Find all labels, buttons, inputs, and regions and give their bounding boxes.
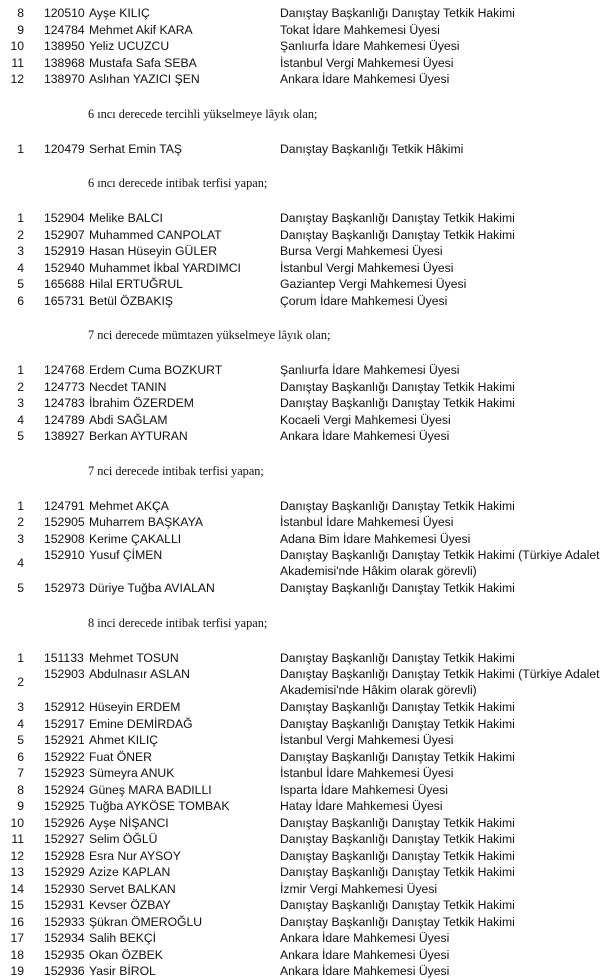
position-title: [280, 412, 600, 428]
registry-number: 152926: [44, 815, 85, 830]
row-number: 1: [17, 498, 24, 513]
registry-number: 152923: [44, 766, 85, 780]
person-name: Emine DEMİRDAĞ: [89, 716, 193, 731]
person-name: Muhammed CANPOLAT: [89, 227, 222, 242]
person-name: Yeliz UCUZCU: [89, 39, 170, 53]
position-line: Danıştay Başkanlığı Tetkik Hâkimi: [280, 141, 464, 156]
person-name: Ayşe NİŞANCI: [89, 815, 169, 830]
registry-number: 152917: [44, 716, 85, 731]
person-name: Betül ÖZBAKIŞ: [89, 293, 173, 308]
person-name: Hilal ERTUĞRUL: [89, 277, 183, 291]
row-number: 12: [10, 848, 24, 863]
row-number: 10: [10, 815, 24, 830]
position-title: [280, 848, 600, 864]
row-number: 1: [17, 211, 24, 225]
registry-number: 152921: [44, 733, 85, 747]
position-title: [280, 227, 600, 243]
section-heading: 6 ıncı derecede intibak terfisi yapan;: [88, 176, 268, 190]
position-title: [280, 963, 600, 979]
person-name: Mehmet Akif KARA: [89, 22, 193, 37]
registry-number: 165688: [44, 277, 85, 291]
section-heading: 7 nci derecede intibak terfisi yapan;: [88, 463, 264, 478]
position-title: [280, 55, 600, 71]
row-number: 6: [17, 749, 24, 764]
position-title: [280, 782, 600, 798]
row-number: 11: [11, 55, 24, 70]
person-name: Okan ÖZBEK: [89, 947, 163, 962]
person-name: Azize KAPLAN: [89, 865, 171, 879]
position-line: Danıştay Başkanlığı Danıştay Tetkik Hakimi: [280, 211, 515, 225]
position-line: Çorum İdare Mahkemesi Üyesi: [280, 293, 448, 308]
row-number: 4: [17, 260, 24, 275]
row-number: 2: [17, 227, 24, 242]
person-name: Esra Nur AYSOY: [89, 848, 181, 863]
person-name: Fuat ÖNER: [89, 749, 152, 764]
registry-number: 152933: [44, 914, 85, 929]
row-number: 15: [10, 898, 24, 912]
position-line: İstanbul İdare Mahkemesi Üyesi: [280, 766, 454, 780]
position-line: Danıştay Başkanlığı Danıştay Tetkik Hakimi: [280, 581, 515, 595]
registry-number: 152908: [44, 531, 85, 546]
position-line: Akademisi'nde Hâkim olarak görevli): [280, 683, 477, 697]
position-title: [280, 798, 600, 814]
row-number: 12: [10, 72, 24, 86]
position-title: [280, 362, 600, 378]
registry-number: 152936: [44, 964, 85, 978]
position-line: Tokat İdare Mahkemesi Üyesi: [280, 22, 440, 37]
position-line: Akademisi'nde Hâkim olarak görevli): [280, 564, 477, 578]
registry-number: 124773: [44, 379, 85, 394]
registry-number: 138970: [44, 72, 85, 86]
registry-number: 138927: [44, 429, 85, 443]
registry-number: 152924: [44, 782, 85, 797]
position-title: [280, 531, 600, 547]
registry-number: 152919: [44, 244, 85, 258]
position-title: [280, 650, 600, 666]
position-line: Danıştay Başkanlığı Danıştay Tetkik Hakimi: [280, 865, 515, 879]
position-title: [280, 947, 600, 963]
person-name: Muhammet İkbal YARDIMCI: [89, 260, 241, 275]
position-title: [280, 243, 600, 259]
registry-number: 152925: [44, 799, 85, 813]
person-name: Düriye Tuğba AVIALAN: [89, 581, 215, 595]
registry-number: 152910: [44, 548, 85, 562]
registry-number: 151133: [44, 650, 84, 665]
position-title: [280, 293, 600, 309]
person-name: İbrahim ÖZERDEM: [89, 396, 194, 410]
row-number: 17: [10, 931, 24, 945]
row-number: 1: [17, 363, 24, 377]
registry-number: 152922: [44, 749, 85, 764]
position-line: Danıştay Başkanlığı Danıştay Tetkik Hakimi: [280, 498, 515, 513]
position-title: [280, 666, 600, 698]
registry-number: 152927: [44, 832, 85, 846]
person-name: Melike BALCI: [89, 211, 163, 225]
row-number: 5: [17, 733, 24, 747]
position-line: Ankara İdare Mahkemesi Üyesi: [280, 947, 450, 962]
registry-number: 152905: [44, 515, 85, 529]
position-title: [280, 897, 600, 913]
row-number: 3: [17, 531, 24, 546]
registry-number: 124791: [44, 498, 85, 513]
position-line: İstanbul Vergi Mahkemesi Üyesi: [280, 733, 454, 747]
position-line: Ankara İdare Mahkemesi Üyesi: [280, 72, 450, 86]
registry-number: 152931: [44, 898, 85, 912]
section-heading: 7 nci derecede mümtazen yükselmeye lâyık olan;: [88, 328, 331, 342]
position-line: Şanlıurfa İdare Mahkemesi Üyesi: [280, 39, 460, 53]
registry-number: 152912: [44, 700, 85, 714]
section-heading: 8 inci derecede intibak terfisi yapan;: [88, 615, 268, 630]
row-number: 9: [17, 22, 24, 37]
person-name: Mustafa Safa SEBA: [89, 55, 197, 70]
position-title: [280, 914, 600, 930]
row-number: 6: [17, 293, 24, 308]
position-line: Danıştay Başkanlığı Danıştay Tetkik Hakimi: [280, 848, 515, 863]
position-title: [280, 38, 600, 54]
row-number: 1: [17, 650, 24, 665]
person-name: Serhat Emin TAŞ: [89, 141, 183, 156]
row-number: 4: [17, 556, 24, 570]
row-number: 5: [17, 581, 24, 595]
position-title: [280, 22, 600, 38]
registry-number: 152935: [44, 947, 85, 962]
row-number: 3: [17, 700, 24, 714]
position-title: [280, 815, 600, 831]
row-number: 9: [17, 799, 24, 813]
row-number: 19: [10, 964, 24, 978]
position-line: Kocaeli Vergi Mahkemesi Üyesi: [280, 412, 451, 427]
position-line: Danıştay Başkanlığı Danıştay Tetkik Hakimi: [280, 6, 515, 20]
row-number: 11: [11, 832, 24, 846]
position-line: Ankara İdare Mahkemesi Üyesi: [280, 429, 450, 443]
person-name: Ayşe KILIÇ: [89, 6, 150, 20]
person-name: Necdet TANIN: [89, 379, 167, 394]
position-line: Danıştay Başkanlığı Danıştay Tetkik Hakimi: [280, 898, 515, 912]
registry-number: 152930: [44, 881, 85, 896]
person-name: Hasan Hüseyin GÜLER: [89, 244, 218, 258]
position-line: Hatay İdare Mahkemesi Üyesi: [280, 799, 443, 813]
row-number: 2: [17, 379, 24, 394]
position-line: Danıştay Başkanlığı Danıştay Tetkik Hakimi (Türkiye Adalet: [280, 667, 600, 681]
person-name: Kevser ÖZBAY: [89, 898, 171, 912]
row-number: 3: [17, 244, 24, 258]
position-line: Danıştay Başkanlığı Danıştay Tetkik Hakimi: [280, 379, 515, 394]
registry-number: 152934: [44, 931, 85, 945]
position-line: Danıştay Başkanlığı Danıştay Tetkik Hakimi: [280, 832, 515, 846]
position-title: [280, 881, 600, 897]
row-number: 5: [17, 277, 24, 291]
position-line: Danıştay Başkanlığı Danıştay Tetkik Hakimi (Türkiye Adalet: [280, 548, 600, 562]
position-title: [280, 71, 600, 87]
person-name: Şükran ÖMEROĞLU: [89, 914, 203, 929]
position-title: [280, 765, 600, 781]
position-title: [280, 699, 600, 715]
person-name: Salih BEKÇİ: [89, 931, 157, 945]
person-name: Aslıhan YAZICI ŞEN: [89, 72, 200, 86]
position-title: [280, 749, 600, 765]
row-number: 2: [17, 675, 24, 689]
position-line: İstanbul Vergi Mahkemesi Üyesi: [280, 260, 454, 275]
registry-number: 124789: [44, 412, 85, 427]
person-name: Mehmet AKÇA: [89, 498, 169, 513]
position-line: Gaziantep Vergi Mahkemesi Üyesi: [280, 277, 467, 291]
position-title: [280, 210, 600, 226]
person-name: Kerime ÇAKALLI: [89, 531, 182, 546]
person-name: Erdem Cuma BOZKURT: [89, 363, 223, 377]
position-line: İstanbul İdare Mahkemesi Üyesi: [280, 515, 454, 529]
registry-number: 152907: [44, 227, 85, 242]
position-title: [280, 141, 600, 157]
person-name: Mehmet TOSUN: [89, 650, 179, 665]
position-line: Ankara İdare Mahkemesi Üyesi: [280, 931, 450, 945]
person-name: Servet BALKAN: [89, 881, 176, 896]
position-title: [280, 716, 600, 732]
person-name: Selim ÖĞLÜ: [89, 832, 158, 846]
position-title: [280, 930, 600, 946]
person-name: Berkan AYTURAN: [89, 429, 188, 443]
position-line: Danıştay Başkanlığı Danıştay Tetkik Hakimi: [280, 749, 515, 764]
position-title: [280, 547, 600, 579]
row-number: 16: [10, 914, 24, 929]
position-title: [280, 864, 600, 880]
registry-number: 152929: [44, 865, 85, 879]
row-number: 7: [17, 766, 24, 780]
registry-number: 152973: [44, 581, 85, 595]
row-number: 18: [10, 947, 24, 962]
person-name: Yusuf ÇİMEN: [89, 548, 163, 562]
registry-number: 138950: [44, 39, 85, 53]
position-line: Danıştay Başkanlığı Danıştay Tetkik Hakimi: [280, 700, 515, 714]
registry-number: 165731: [44, 293, 85, 308]
person-name: Yasir BİROL: [89, 964, 156, 978]
row-number: 13: [10, 865, 24, 879]
position-line: Danıştay Başkanlığı Danıştay Tetkik Hakimi: [280, 914, 515, 929]
position-title: [280, 580, 600, 596]
registry-number: 120510: [44, 6, 85, 20]
row-number: 14: [10, 881, 24, 896]
row-number: 10: [10, 39, 24, 53]
person-name: Abdi SAĞLAM: [89, 412, 168, 427]
registry-number: 152928: [44, 848, 85, 863]
row-number: 5: [17, 429, 24, 443]
person-name: Muharrem BAŞKAYA: [89, 515, 204, 529]
row-number: 3: [17, 396, 24, 410]
position-line: Şanlıurfa İdare Mahkemesi Üyesi: [280, 363, 460, 377]
person-name: Güneş MARA BADILLI: [89, 782, 212, 797]
person-name: Ahmet KILIÇ: [89, 733, 159, 747]
position-title: [280, 395, 600, 411]
position-line: Danıştay Başkanlığı Danıştay Tetkik Hakimi: [280, 650, 515, 665]
position-title: [280, 5, 600, 21]
position-title: [280, 379, 600, 395]
row-number: 4: [17, 716, 24, 731]
row-number: 4: [17, 412, 24, 427]
registry-number: 152903: [44, 667, 85, 681]
row-number: 8: [17, 782, 24, 797]
position-line: Adana Bim İdare Mahkemesi Üyesi: [280, 531, 471, 546]
registry-number: 152904: [44, 211, 85, 225]
position-line: Bursa Vergi Mahkemesi Üyesi: [280, 244, 443, 258]
position-title: [280, 831, 600, 847]
registry-number: 152940: [44, 260, 85, 275]
position-line: İstanbul Vergi Mahkemesi Üyesi: [280, 55, 454, 70]
person-name: Tuğba AYKÖSE TOMBAK: [89, 799, 230, 813]
position-title: [280, 498, 600, 514]
position-title: [280, 514, 600, 530]
row-number: 1: [17, 141, 24, 156]
position-line: Danıştay Başkanlığı Danıştay Tetkik Hakimi: [280, 227, 515, 242]
position-line: Danıştay Başkanlığı Danıştay Tetkik Hakimi: [280, 716, 515, 731]
row-number: 8: [17, 6, 24, 20]
position-title: [280, 428, 600, 444]
position-line: İzmir Vergi Mahkemesi Üyesi: [280, 881, 438, 896]
position-title: [280, 276, 600, 292]
position-line: Isparta İdare Mahkemesi Üyesi: [280, 782, 448, 797]
registry-number: 124783: [44, 396, 85, 410]
position-line: Danıştay Başkanlığı Danıştay Tetkik Hakimi: [280, 815, 515, 830]
registry-number: 120479: [44, 141, 85, 156]
row-number: 2: [17, 515, 24, 529]
person-name: Hüseyin ERDEM: [89, 700, 181, 714]
position-line: Danıştay Başkanlığı Danıştay Tetkik Hakimi: [280, 396, 515, 410]
person-name: Abdulnasır ASLAN: [89, 667, 190, 681]
registry-number: 124768: [44, 363, 85, 377]
section-heading: 6 ıncı derecede tercihli yükselmeye lâyık olan;: [88, 106, 318, 121]
position-line: Ankara İdare Mahkemesi Üyesi: [280, 964, 450, 978]
position-title: [280, 732, 600, 748]
registry-number: 138968: [44, 55, 85, 70]
position-title: [280, 260, 600, 276]
registry-number: 124784: [44, 22, 85, 37]
person-name: Sümeyra ANUK: [89, 766, 175, 780]
